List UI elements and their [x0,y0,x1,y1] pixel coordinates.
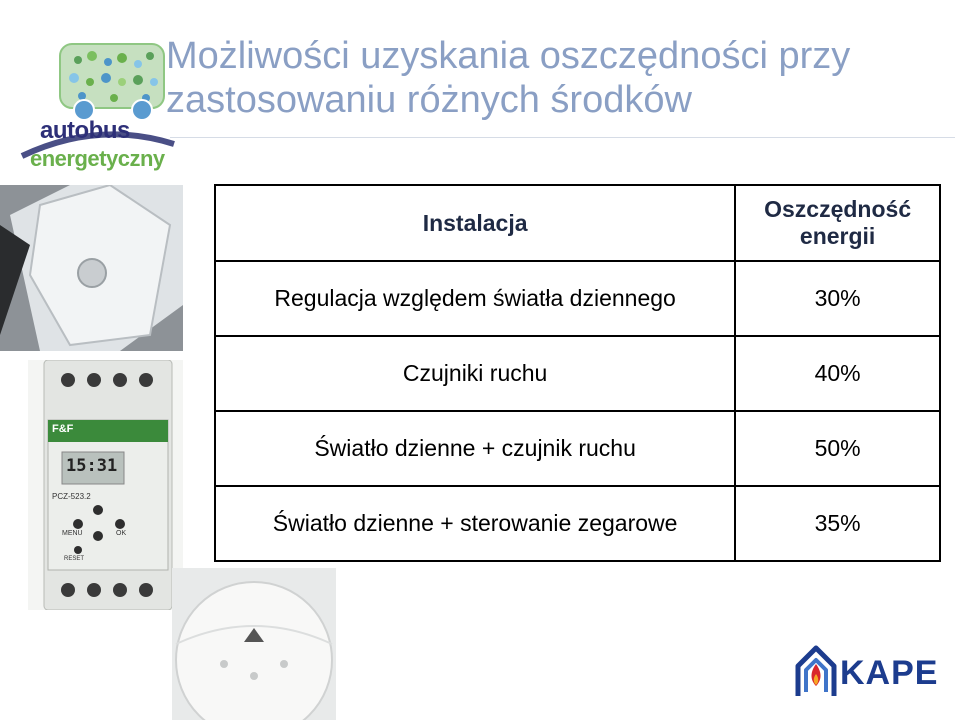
timer-display: 15:31 [66,456,118,476]
installation-cell: Czujniki ruchu [215,336,735,411]
timer-model: PCZ-523.2 [52,492,91,501]
table-row [215,336,940,411]
table-row [215,411,940,486]
installation-cell: Regulacja względem światła dziennego [215,261,735,336]
motion-sensor-photo [172,568,336,720]
saving-cell: 40% [735,336,940,411]
timer-menu-label: MENU [62,530,83,537]
timer-brand: F&F [52,423,74,435]
kape-text: KAPE [840,654,939,692]
saving-cell: 50% [735,411,940,486]
header-energy-saving: Oszczędność energii [735,185,940,261]
installation-cell: Światło dzienne + czujnik ruchu [215,411,735,486]
table-row [215,486,940,561]
saving-cell: 35% [735,486,940,561]
title-divider [170,137,955,138]
table-row [215,261,940,336]
logo-line-1: autobus [40,117,130,144]
installation-cell: Światło dzienne + sterowanie zegarowe [215,486,735,561]
kape-logo [792,640,942,702]
logo-line-2: energetyczny [30,146,165,171]
slide-title: Możliwości uzyskania oszczędności przy zastosowaniu różnych środków [166,35,851,121]
lamp-photo [0,185,183,351]
timer-ok-label: OK [116,530,127,537]
timer-reset-label: RESET [64,556,85,562]
table-header-row [215,185,940,261]
kape-emblem-icon [792,640,840,702]
timer-switch-photo [28,360,183,610]
energy-savings-table [214,184,941,562]
saving-cell: 30% [735,261,940,336]
header-installation: Instalacja [215,185,735,261]
